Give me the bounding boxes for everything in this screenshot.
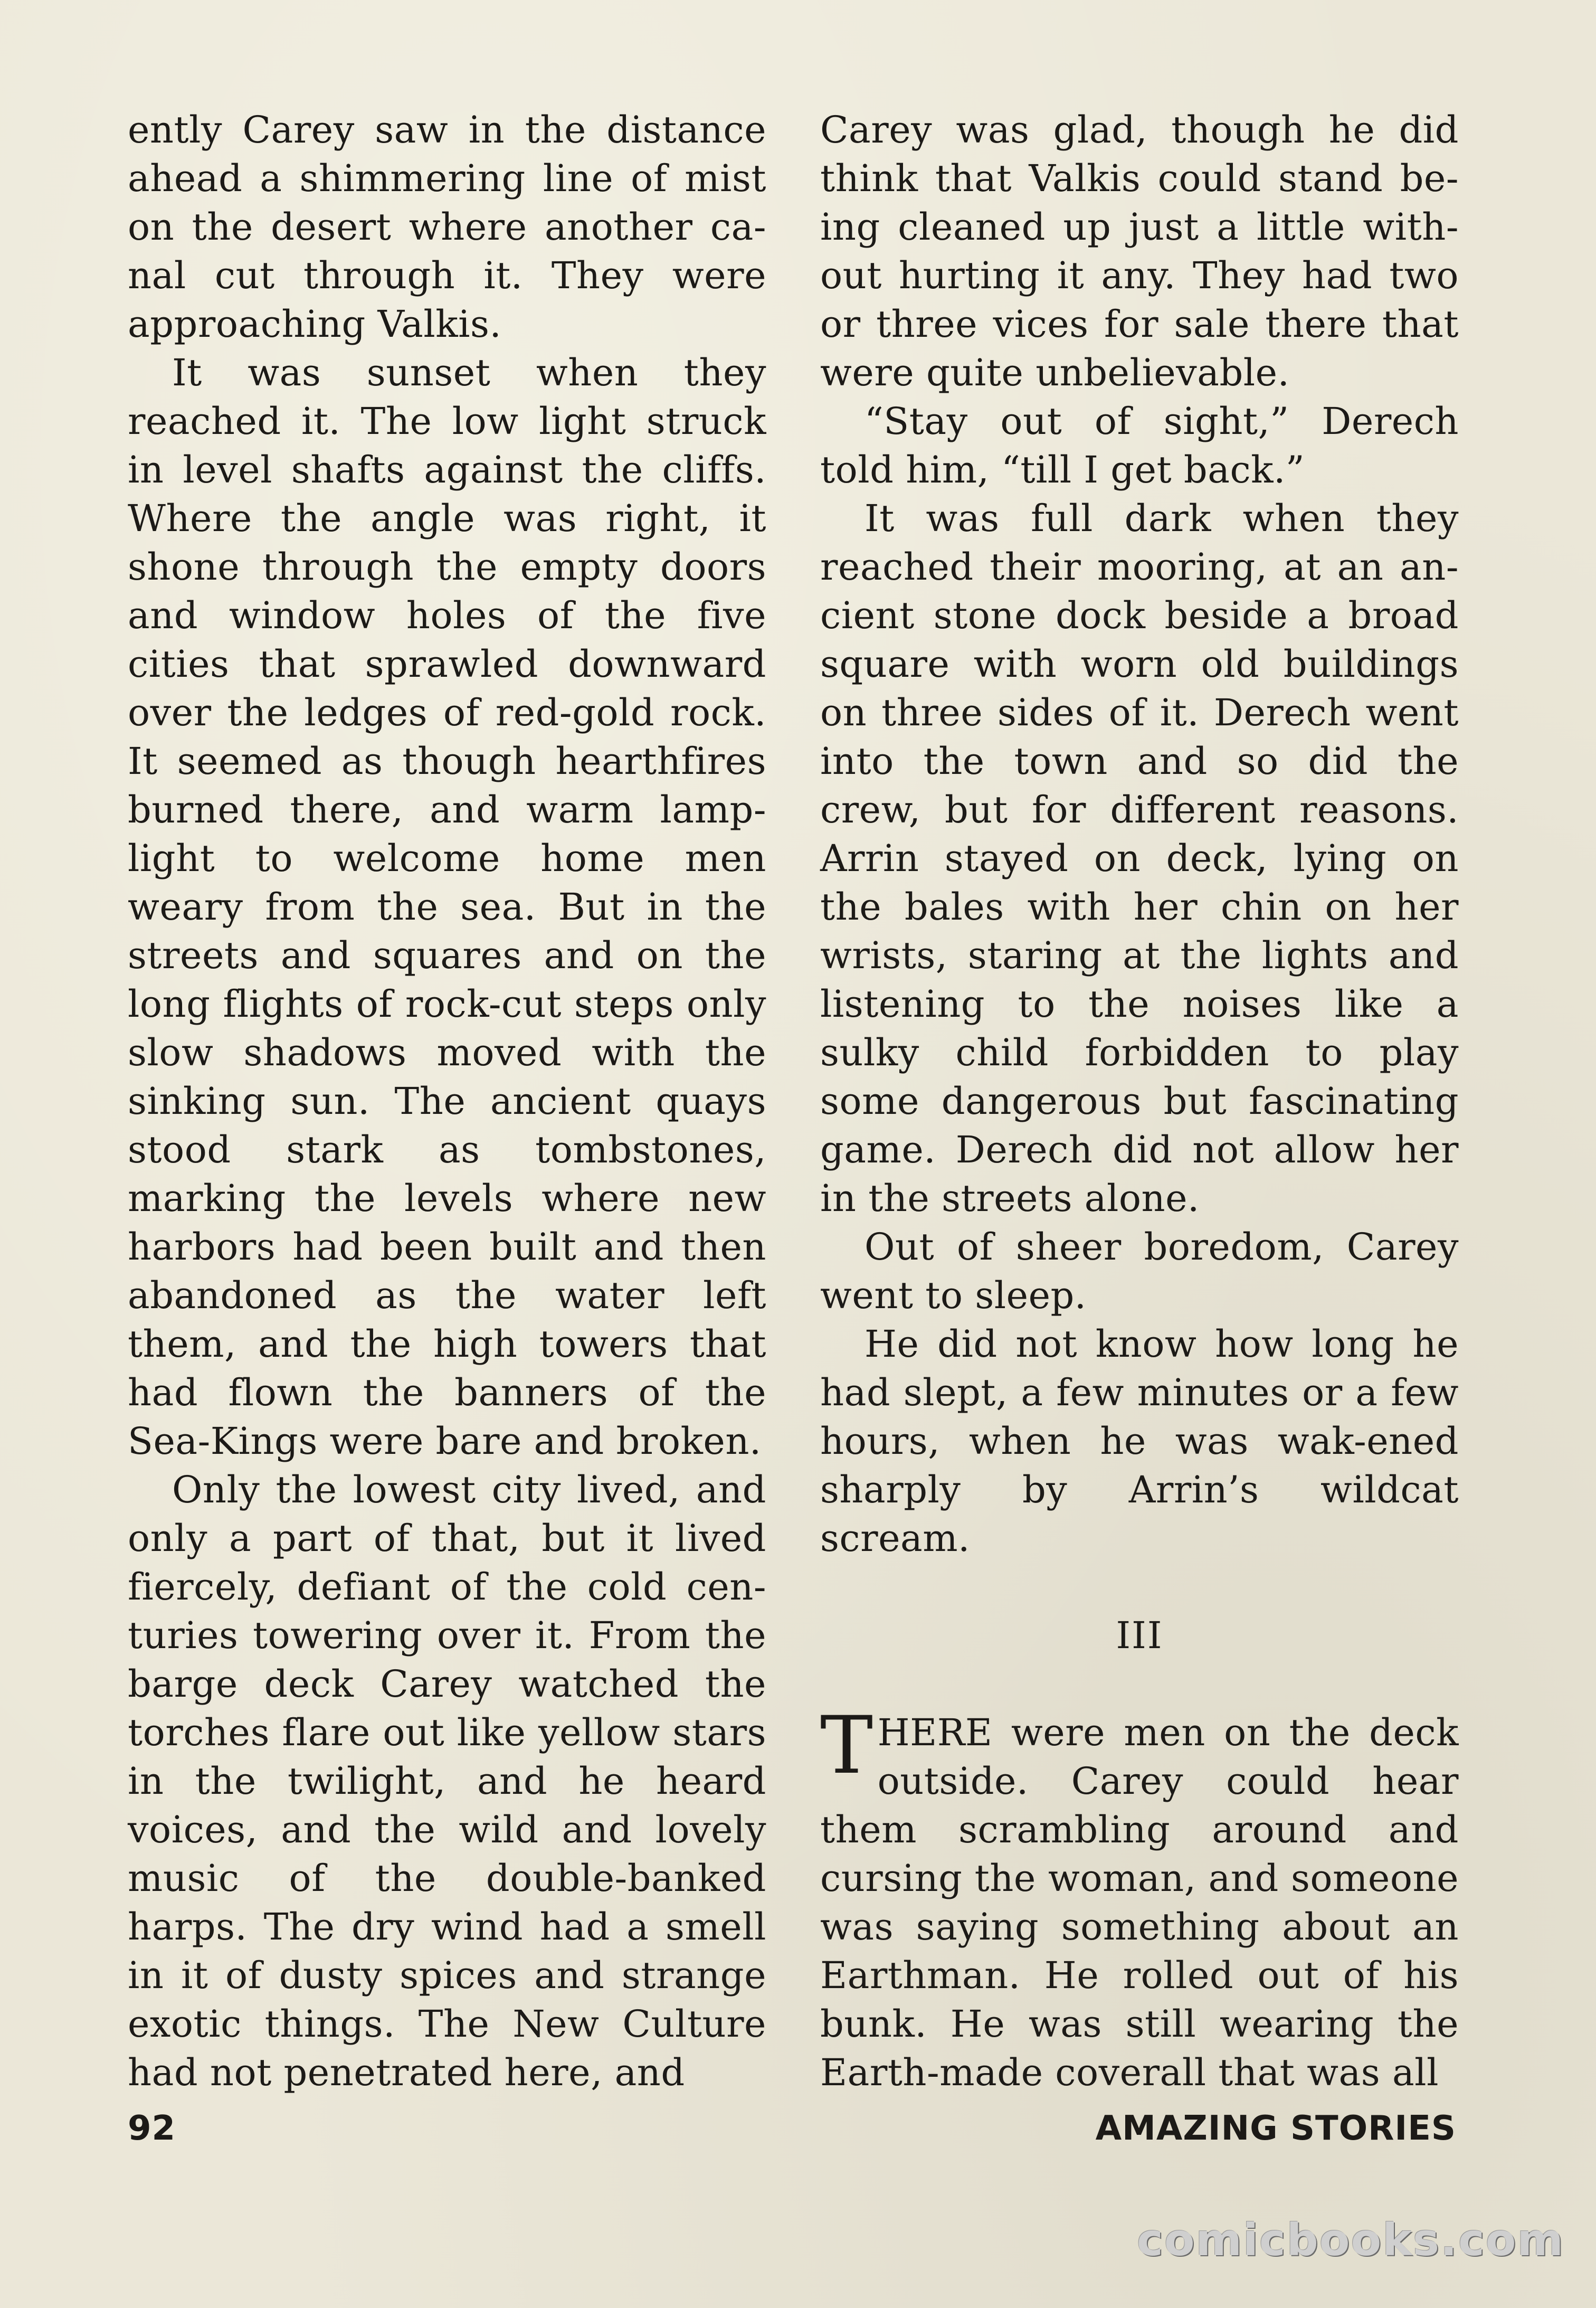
paragraph: It was sunset when they reached it. The low light struck in level shafts against the cliffs. Where the angle was right, it shone through the empty doors and window holes of the five cities that sprawled downward over the ledges of red-gold rock. It seemed as though hearthfires burned there, and warm lamp-light to welcome home men weary from the sea. But in the streets and squares and on the long flights of rock-cut steps only slow shadows moved with the sinking sun. The ancient quays stood stark as tombstones, marking the levels where new harbors had been built and then abandoned as the water left them, and the high towers that had flown the banners of the Sea-Kings were bare and broken. xyxy=(128,351,766,1463)
page-number: 92 xyxy=(128,2109,176,2148)
paragraph: ently Carey saw in the distance ahead a shimmering line of mist on the desert where another ca-nal cut through it. They were approaching Valkis. xyxy=(128,108,766,346)
paragraph: Out of sheer boredom, Carey went to sleep. xyxy=(820,1225,1459,1317)
left-text-column xyxy=(128,106,766,2097)
paragraph: It was full dark when they reached their mooring, at an an-cient stone dock beside a broad square with worn old buildings on three sides of it. Derech went into the town and so did the crew, but for different reasons. Arrin stayed on deck, lying on the bales with her chin on her wrists, staring at the lights and listening to the noises like a sulky child forbidden to play some dangerous but fascinating game. Derech did not allow her in the streets alone. xyxy=(820,497,1459,1220)
paragraph: “Stay out of sight,” Derech told him, “till I get back.” xyxy=(820,400,1459,491)
paragraph: Only the lowest city lived, and only a part of that, but it lived fiercely, defiant of the cold cen-turies towering over it. From the barge deck Carey watched the torches flare out like yellow stars in the twilight, and he heard voices, and the wild and lovely music of the double-banked harps. The dry wind had a smell in it of dusty spices and strange exotic things. The New Culture had not penetrated here, and xyxy=(128,1468,766,2094)
site-watermark: comicbooks.com xyxy=(1137,2214,1564,2266)
right-text-column xyxy=(820,106,1459,2097)
magazine-title: AMAZING STORIES xyxy=(1095,2109,1456,2148)
paragraph: He did not know how long he had slept, a few minutes or a few hours, when he was wak-ened sharply by Arrin’s wildcat scream. xyxy=(820,1322,1459,1560)
paragraph: Carey was glad, though he did think that Valkis could stand be-ing cleaned up just a little with-out hurting it any. They had two or three vices for sale there that were quite unbelievable. xyxy=(820,108,1459,394)
chapter-heading: III xyxy=(1116,1614,1163,1657)
drop-cap-paragraph: THERE were men on the deck outside. Carey could hear them scrambling around and cursing the woman, and someone was saying something about an Earthman. He rolled out of his bunk. He was still wearing the Earth-made coverall that was all xyxy=(820,1700,1459,2094)
